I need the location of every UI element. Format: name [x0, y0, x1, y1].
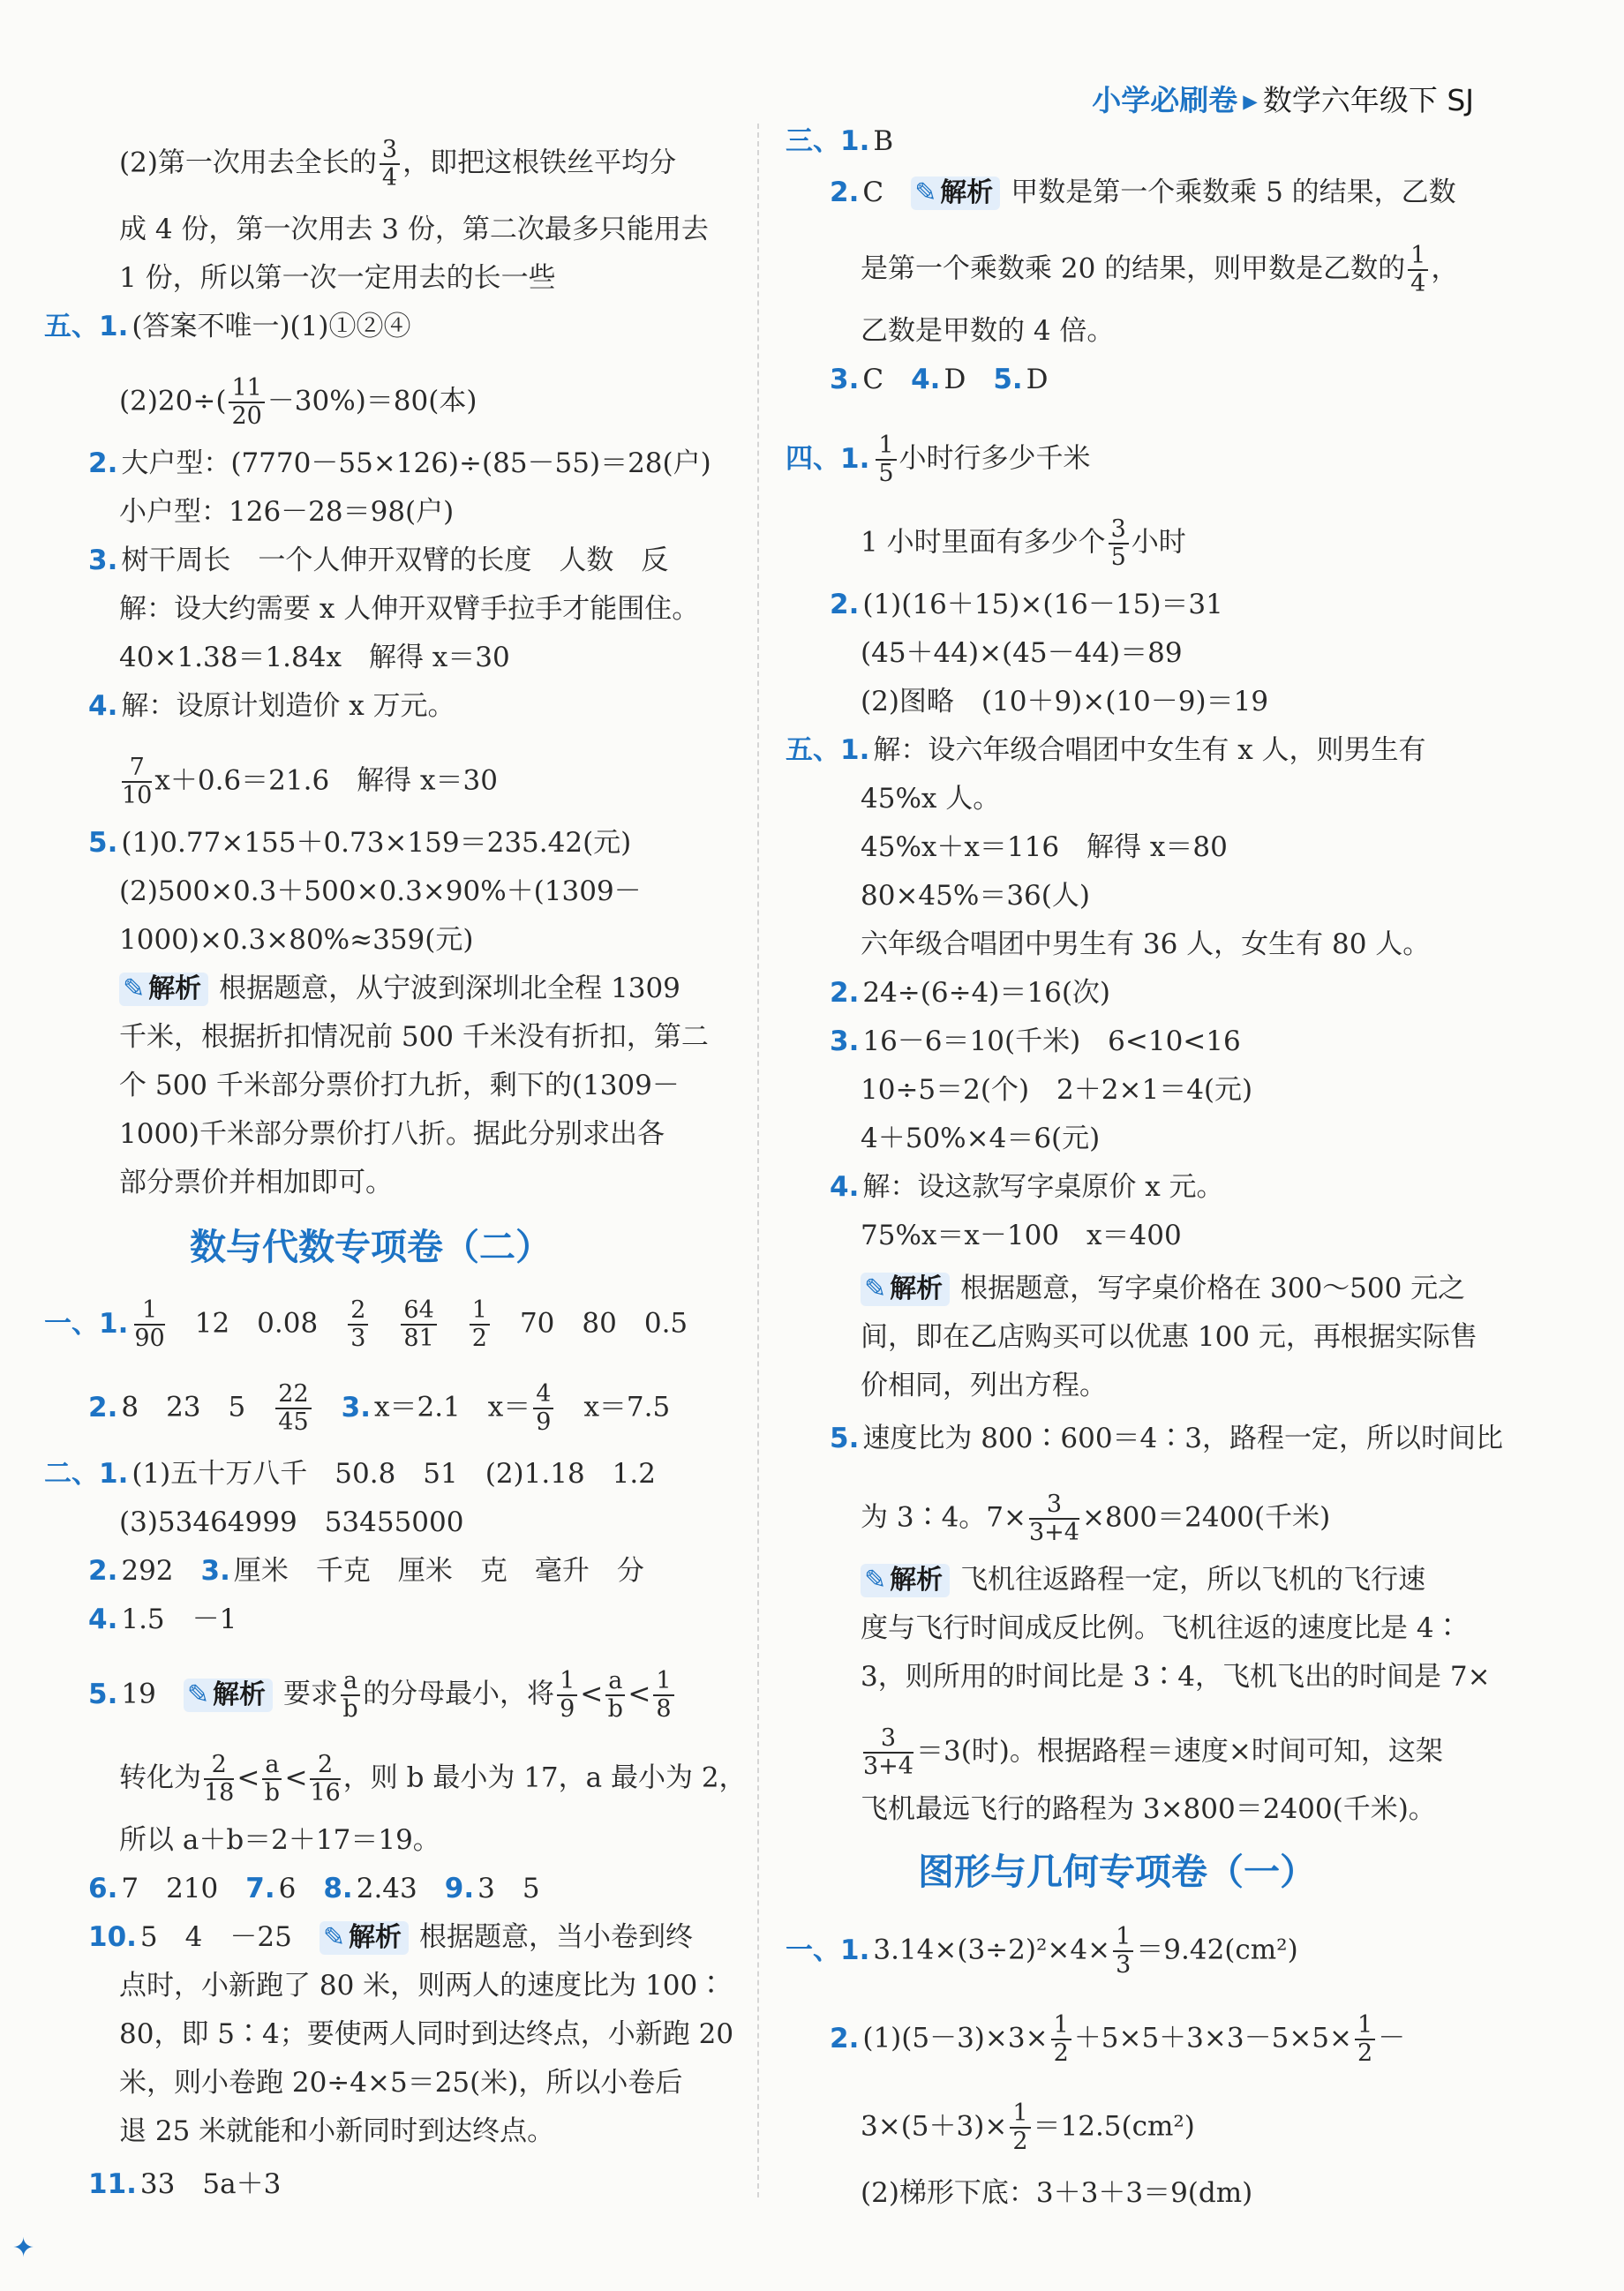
denominator: 18 — [204, 1779, 235, 1807]
denominator: 8 — [656, 1695, 672, 1723]
text: 6 — [278, 1873, 297, 1904]
answer-line — [88, 825, 631, 860]
section-title: 图形与几何专项卷（一） — [918, 1851, 1316, 1893]
fraction — [1029, 1491, 1079, 1546]
text: 大户型：(7770－55×126)÷(85－55)＝28(户) — [121, 447, 711, 479]
fraction — [557, 1668, 577, 1723]
fraction — [1408, 243, 1428, 297]
text: < — [284, 1761, 308, 1794]
badge-label: 解析 — [348, 1922, 402, 1953]
fraction — [1109, 516, 1129, 571]
text: C — [862, 364, 884, 395]
text: 是第一个乘数乘 20 的结果，则甲数是乙数的 — [861, 252, 1406, 285]
question-number: 四、1. — [786, 442, 870, 475]
denominator: b — [607, 1695, 623, 1723]
answer-line — [88, 446, 711, 481]
numerator: a — [262, 1752, 282, 1780]
text: 厘米 千克 厘米 克 毫升 分 — [233, 1555, 644, 1587]
question-number: 4. — [88, 1604, 118, 1635]
analysis-badge — [861, 1564, 950, 1597]
fraction — [401, 1297, 436, 1352]
answer-line: (2)图略 (10＋9)×(10－9)＝19 — [861, 686, 1269, 717]
text: < — [580, 1678, 604, 1710]
answer-line: 解：设大约需要 x 人伸开双臂手拉手才能围住。 — [119, 593, 700, 625]
answer-line: 45%x 人。 — [861, 783, 1001, 815]
brand: 小学必刷卷 — [1092, 83, 1238, 117]
text: ， — [1431, 252, 1459, 285]
denominator: 2 — [1357, 2039, 1373, 2067]
answer-line: 1000)×0.3×80%≈359(元) — [119, 924, 474, 956]
denominator: 45 — [278, 1408, 309, 1436]
answer-line — [830, 175, 1456, 210]
question-number: 6. — [88, 1873, 118, 1904]
text: 转化为 — [119, 1761, 201, 1794]
analysis-line: 度与飞行时间成反比例。飞机往返的速度比是 4∶ — [861, 1612, 1462, 1644]
answer-line: (45＋44)×(45－44)＝89 — [861, 637, 1183, 669]
text: 1 小时里面有多少个 — [861, 526, 1106, 559]
analysis-line: 1000)千米部分票价打八折。据此分别求出各 — [119, 1118, 665, 1150]
denominator: 20 — [231, 402, 262, 430]
denominator: 9 — [536, 1408, 552, 1436]
denominator: 5 — [878, 460, 894, 487]
fraction — [863, 1725, 914, 1780]
pen-icon: ✎ — [864, 1273, 887, 1304]
question-number: 一、1. — [44, 1307, 129, 1340]
fraction — [533, 1381, 553, 1436]
numerator: 7 — [122, 755, 152, 783]
numerator: a — [605, 1668, 625, 1696]
text: － — [1378, 2022, 1406, 2054]
fraction — [341, 1668, 360, 1723]
fraction — [653, 1668, 673, 1723]
fraction — [876, 432, 896, 487]
fraction — [1010, 2100, 1030, 2155]
answer-line — [830, 1024, 1241, 1059]
answer-line: 六年级合唱团中男生有 36 人，女生有 80 人。 — [861, 928, 1431, 960]
answer-line — [88, 1871, 540, 1906]
text: (1)(16＋15)×(16－15)＝31 — [862, 589, 1223, 620]
text: 19 — [121, 1678, 156, 1710]
text: －30%)＝80(本) — [267, 385, 477, 417]
question-number: 7. — [245, 1873, 275, 1904]
analysis-badge — [861, 1273, 950, 1306]
answer-line — [44, 1297, 688, 1352]
fraction — [605, 1668, 625, 1723]
answer-line — [786, 1924, 1298, 1979]
text: 解：设原计划造价 x 万元。 — [121, 690, 455, 722]
question-number: 2. — [88, 447, 118, 479]
analysis-line: 3，则所用的时间比是 3∶4，飞机飞出的时间是 7× — [861, 1661, 1491, 1693]
answer-line — [88, 1668, 677, 1723]
text: (答案不唯一)(1)①②④ — [132, 311, 411, 342]
denominator: 16 — [310, 1779, 341, 1807]
question-number: 3. — [341, 1391, 371, 1423]
fraction — [380, 137, 400, 192]
answer-line: 成 4 份，第一次用去 3 份，第二次最多只能用去 — [119, 214, 709, 245]
text: ，则 b 最小为 17，a 最小为 2， — [342, 1761, 747, 1794]
analysis-line: 千米，根据折扣情况前 500 千米没有折扣，第二 — [119, 1021, 709, 1053]
text: x＝2.1 x＝ — [373, 1391, 531, 1423]
text: < — [237, 1761, 260, 1794]
text: 解：设这款写字桌原价 x 元。 — [862, 1171, 1224, 1203]
text: D — [1026, 364, 1049, 395]
numerator: 1 — [653, 1668, 673, 1696]
text: 的分母最小，将 — [363, 1678, 555, 1710]
text: B — [873, 125, 894, 157]
text: 解：设六年级合唱团中女生有 x 人，则男生有 — [873, 734, 1426, 766]
analysis-badge — [320, 1921, 409, 1955]
analysis-line: 米，则小卷跑 20÷4×5＝25(米)，所以小卷后 — [119, 2067, 683, 2099]
answer-line: 10÷5＝2(个) 2＋2×1＝4(元) — [861, 1074, 1253, 1106]
denominator: 10 — [122, 782, 153, 809]
text: 8 23 5 — [121, 1391, 246, 1423]
text: 飞机往返路程一定，所以飞机的飞行速 — [960, 1564, 1426, 1596]
answer-line — [830, 975, 1110, 1010]
analysis-line: 部分票价并相加即可。 — [119, 1167, 393, 1198]
pen-icon: ✎ — [322, 1922, 345, 1953]
question-number: 4. — [830, 1171, 860, 1203]
answer-line: 小户型：126－28＝98(户) — [119, 496, 455, 528]
question-number: 5. — [830, 1423, 860, 1454]
answer-line: (2)500×0.3＋500×0.3×90%＋(1309－ — [119, 875, 642, 907]
denominator: 2 — [1053, 2039, 1069, 2067]
analysis-line — [861, 1271, 1465, 1306]
denominator: 3+4 — [863, 1753, 914, 1780]
text: ＝12.5(cm²) — [1033, 2110, 1195, 2143]
numerator: 3 — [863, 1725, 914, 1754]
numerator: 11 — [229, 375, 264, 403]
numerator: 1 — [1010, 2100, 1030, 2129]
corner-star-icon: ✦ — [12, 2233, 35, 2264]
answer-line — [830, 1421, 1503, 1456]
fraction — [122, 755, 152, 809]
denominator: 3 — [1116, 1951, 1132, 1979]
denominator: 4 — [381, 164, 398, 192]
arrow-icon: ▸ — [1243, 83, 1258, 117]
answer-line — [88, 1381, 670, 1436]
pen-icon: ✎ — [914, 177, 937, 208]
text: 小时行多少千米 — [898, 442, 1091, 475]
text: x＝7.5 — [583, 1391, 671, 1423]
question-number: 二、1. — [44, 1458, 129, 1490]
numerator: 3 — [1109, 516, 1129, 545]
denominator: 4 — [1410, 270, 1426, 297]
numerator: a — [341, 1668, 360, 1696]
analysis-line — [861, 243, 1458, 297]
denominator: b — [264, 1779, 281, 1807]
badge-label: 解析 — [940, 177, 994, 208]
text: 根据题意，当小卷到终 — [418, 1921, 693, 1953]
denominator: 3+4 — [1029, 1519, 1079, 1546]
numerator: 4 — [533, 1381, 553, 1409]
question-number: 2. — [88, 1555, 118, 1587]
text: 要求 — [282, 1678, 338, 1710]
text: ×800＝2400(千米) — [1081, 1501, 1331, 1534]
analysis-line: 所以 a＋b＝2＋17＝19。 — [119, 1824, 440, 1856]
question-number: 4. — [88, 690, 118, 722]
answer-line — [786, 732, 1426, 768]
text: (1)五十万八千 50.8 51 (2)1.18 1.2 — [132, 1458, 656, 1490]
answer-line — [88, 543, 668, 578]
fraction — [1355, 2012, 1375, 2067]
question-number: 3. — [200, 1555, 230, 1587]
question-number: 5. — [993, 364, 1023, 395]
section-title: 数与代数专项卷（二） — [190, 1226, 552, 1268]
analysis-badge — [119, 973, 208, 1006]
question-number: 一、1. — [786, 1934, 870, 1966]
denominator: 5 — [1110, 544, 1126, 571]
numerator: 1 — [876, 432, 896, 461]
text: 树干周长 一个人伸开双臂的长度 人数 反 — [121, 545, 669, 576]
text: 为 3∶4。7× — [861, 1501, 1026, 1534]
answer-line — [830, 1169, 1224, 1205]
text: 3 5 — [477, 1873, 540, 1904]
header — [1092, 78, 1474, 119]
text: 3.14×(3÷2)²×4× — [873, 1934, 1111, 1966]
fraction — [310, 1752, 340, 1807]
analysis-badge — [911, 177, 1000, 210]
numerator: 1 — [470, 1297, 490, 1326]
text: 2.43 — [356, 1873, 417, 1904]
value: 0.08 — [257, 1307, 319, 1340]
answer-line: 80×45%＝36(人) — [861, 880, 1090, 912]
question-number: 5. — [88, 1678, 118, 1710]
question-number: 9. — [444, 1873, 475, 1904]
badge-label: 解析 — [148, 973, 202, 1004]
text: 292 — [121, 1555, 174, 1587]
numerator: 1 — [1355, 2012, 1375, 2040]
text: ＝9.42(cm²) — [1136, 1934, 1298, 1966]
analysis-line — [119, 971, 680, 1006]
question-number: 三、1. — [786, 125, 870, 157]
analysis-line: 飞机最远飞行的路程为 3×800＝2400(千米)。 — [861, 1793, 1436, 1825]
analysis-badge — [184, 1679, 273, 1712]
question-number: 2. — [830, 589, 860, 620]
analysis-line: 乙数是甲数的 4 倍。 — [861, 315, 1115, 347]
text: ＋5×5＋3×3－5×5× — [1073, 2022, 1353, 2054]
answer-line — [861, 1491, 1330, 1546]
badge-label: 解析 — [890, 1273, 944, 1304]
answer-line — [88, 1553, 644, 1589]
question-number: 2. — [830, 977, 860, 1009]
answer-line — [861, 516, 1186, 571]
text: 甲数是第一个乘数乘 5 的结果，乙数 — [1011, 177, 1456, 208]
answer-line — [44, 309, 410, 344]
question-number: 五、1. — [786, 734, 870, 766]
answer-line — [786, 432, 1091, 487]
text: ＝3(时)。根据路程＝速度×时间可知，这架 — [915, 1735, 1443, 1768]
question-number: 11. — [88, 2168, 137, 2200]
text: x＋0.6＝21.6 解得 x＝30 — [154, 764, 498, 797]
text: 速度比为 800∶600＝4∶3，路程一定，所以时间比 — [862, 1423, 1503, 1454]
answer-line — [88, 688, 455, 724]
fraction — [1051, 2012, 1071, 2067]
question-number: 10. — [88, 1921, 137, 1953]
numerator: 3 — [380, 137, 400, 165]
text: 33 5a＋3 — [139, 2168, 282, 2200]
denominator: 2 — [471, 1325, 487, 1352]
question-number: 3. — [88, 545, 118, 576]
answer-line: 40×1.38＝1.84x 解得 x＝30 — [119, 642, 510, 673]
numerator: 2 — [310, 1752, 340, 1780]
column-divider — [757, 124, 759, 2197]
question-number: 2. — [88, 1391, 118, 1423]
text: C — [862, 177, 884, 208]
numerator: 64 — [401, 1297, 436, 1326]
numerator: 1 — [1113, 1924, 1133, 1952]
analysis-line: 点时，小新跑了 80 米，则两人的速度比为 100∶ — [119, 1970, 726, 2002]
answer-line: 1 份，所以第一次一定用去的长一些 — [119, 262, 556, 294]
question-number: 五、1. — [44, 311, 129, 342]
text: D — [944, 364, 966, 395]
text: < — [628, 1678, 651, 1710]
text: 5 4 －25 — [139, 1921, 292, 1953]
numerator: 2 — [204, 1752, 234, 1780]
answer-line: 45%x＋x＝116 解得 x＝80 — [861, 831, 1228, 863]
fraction — [470, 1297, 490, 1352]
numerator: 2 — [348, 1297, 368, 1326]
answer-line — [786, 124, 893, 159]
fraction — [229, 375, 264, 430]
answer-line — [830, 587, 1223, 622]
fraction — [348, 1297, 368, 1352]
fraction — [275, 1381, 311, 1436]
answer-line — [88, 1919, 693, 1955]
question-number: 2. — [830, 2022, 860, 2054]
analysis-line: 个 500 千米部分票价打九折，剩下的(1309－ — [119, 1070, 680, 1101]
text: 根据题意，写字桌价格在 300～500 元之 — [960, 1273, 1466, 1304]
answer-line: (2)梯形下底：3＋3＋3＝9(dm) — [861, 2177, 1253, 2209]
text: (2)20÷( — [119, 385, 227, 417]
pen-icon: ✎ — [864, 1565, 887, 1596]
denominator: 2 — [1012, 2128, 1028, 2155]
badge-label: 解析 — [890, 1565, 944, 1596]
badge-label: 解析 — [212, 1679, 266, 1710]
text: (2)第一次用去全长的 — [119, 146, 377, 179]
numerator: 1 — [557, 1668, 577, 1696]
pen-icon: ✎ — [186, 1679, 209, 1710]
analysis-line: 退 25 米就能和小新同时到达终点。 — [119, 2115, 555, 2147]
denominator: 3 — [350, 1325, 366, 1352]
text: 1.5 －1 — [121, 1604, 237, 1635]
text: (1)0.77×155＋0.73×159＝235.42(元) — [121, 827, 632, 859]
answer-line — [88, 2167, 281, 2202]
numerator: 3 — [1029, 1491, 1079, 1520]
analysis-line: 间，即在乙店购买可以优惠 100 元，再根据实际售 — [861, 1321, 1477, 1353]
answer-line — [44, 1456, 656, 1491]
fraction — [204, 1752, 234, 1807]
fraction — [134, 1297, 164, 1352]
question-number: 3. — [830, 364, 860, 395]
subject: 数学六年级下 SJ — [1262, 83, 1474, 117]
question-number: 5. — [88, 827, 118, 859]
fraction — [1113, 1924, 1133, 1979]
answer-line — [830, 362, 1049, 397]
value: 12 — [194, 1307, 230, 1340]
text: 16－6＝10(千米) 6<10<16 — [862, 1025, 1241, 1057]
value: 0.5 — [643, 1307, 688, 1340]
answer-line — [830, 2012, 1405, 2067]
analysis-line — [861, 1725, 1443, 1780]
answer-line: (3)53464999 53455000 — [119, 1506, 464, 1538]
answer-line — [861, 2100, 1195, 2155]
numerator: 22 — [275, 1381, 311, 1409]
question-number: 4. — [911, 364, 941, 395]
answer-line — [119, 137, 676, 192]
analysis-line: 价相同，列出方程。 — [861, 1370, 1107, 1401]
analysis-line: 80，即 5∶4；要使两人同时到达终点，小新跑 20 — [119, 2018, 734, 2050]
pen-icon: ✎ — [123, 973, 146, 1004]
text: ，即把这根铁丝平均分 — [402, 146, 677, 179]
text: 3×(5＋3)× — [861, 2110, 1008, 2143]
text: 24÷(6÷4)＝16(次) — [862, 977, 1111, 1009]
analysis-line — [119, 1752, 747, 1807]
numerator: 1 — [134, 1297, 164, 1326]
value: 80 — [582, 1307, 617, 1340]
text: 7 210 — [121, 1873, 219, 1904]
denominator: 90 — [134, 1325, 165, 1352]
answer-line: 75%x＝x－100 x＝400 — [861, 1220, 1182, 1251]
text: (1)(5－3)×3× — [862, 2022, 1049, 2054]
text: 小时 — [1131, 526, 1186, 559]
numerator: 1 — [1408, 243, 1428, 271]
question-number: 8. — [323, 1873, 353, 1904]
numerator: 1 — [1051, 2012, 1071, 2040]
value: 70 — [519, 1307, 555, 1340]
analysis-line — [861, 1562, 1425, 1597]
fraction — [262, 1752, 282, 1807]
answer-line — [119, 755, 498, 809]
denominator: b — [342, 1695, 358, 1723]
answer-line — [88, 1602, 237, 1637]
answer-line: 4＋50%×4＝6(元) — [861, 1123, 1101, 1154]
text: 根据题意，从宁波到深圳北全程 1309 — [219, 973, 680, 1004]
denominator: 9 — [560, 1695, 575, 1723]
question-number: 3. — [830, 1025, 860, 1057]
denominator: 81 — [403, 1325, 434, 1352]
answer-line — [119, 375, 477, 430]
question-number: 2. — [830, 177, 860, 208]
